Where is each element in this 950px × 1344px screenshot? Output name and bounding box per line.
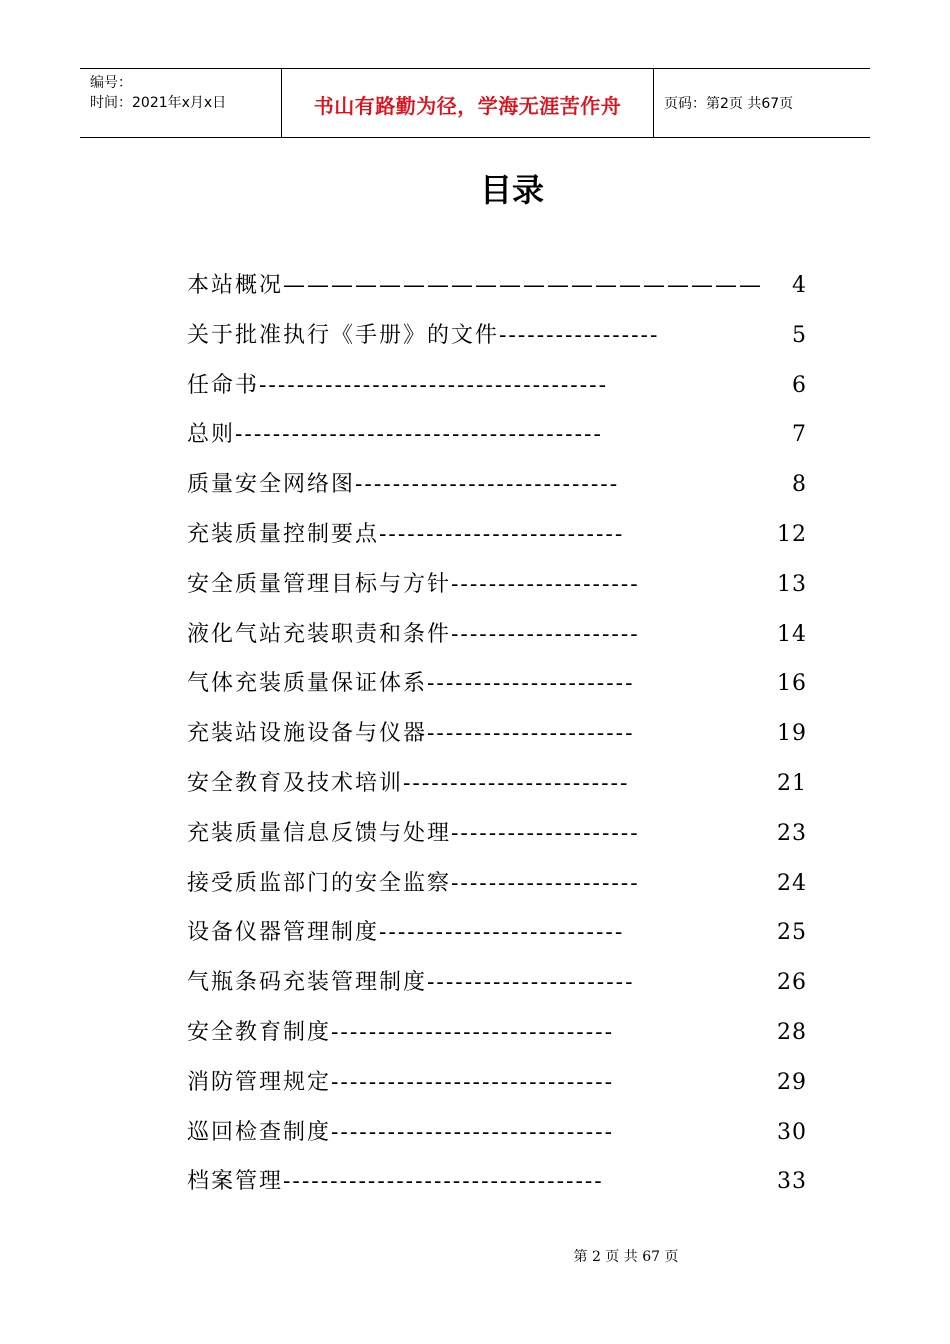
header-page-info: 页码：第2页 共67页 — [664, 96, 794, 112]
toc-row — [187, 415, 807, 465]
toc-entry-title: 本站概况———————————————————— — [187, 273, 764, 298]
toc-row — [187, 1063, 807, 1113]
page-footer: 第 2 页 共 67 页 — [573, 1249, 679, 1265]
toc-page-number: 24 — [777, 870, 807, 896]
toc-entry-title: 设备仪器管理制度-------------------------- — [187, 920, 625, 946]
toc-page-number: 4 — [792, 273, 807, 298]
toc-entry-title: 气瓶条码充装管理制度---------------------- — [187, 970, 635, 996]
toc-row — [187, 316, 807, 366]
toc-page-number: 33 — [777, 1169, 807, 1195]
toc-row — [187, 515, 807, 565]
page-header — [80, 68, 870, 138]
toc-entry-title: 充装质量信息反馈与处理-------------------- — [187, 820, 640, 846]
toc-row — [187, 1162, 807, 1212]
toc-entry-title: 接受质监部门的安全监察-------------------- — [187, 870, 640, 896]
page-title: 目录 — [479, 171, 544, 209]
table-of-contents — [187, 266, 807, 1212]
toc-page-number: 12 — [777, 521, 807, 547]
toc-page-number: 28 — [777, 1019, 807, 1045]
toc-row — [187, 864, 807, 914]
toc-entry-title: 消防管理规定------------------------------ — [187, 1069, 615, 1095]
document-date: 时间：2021年x月x日 — [90, 95, 227, 111]
toc-row — [187, 1113, 807, 1163]
toc-entry-title: 气体充装质量保证体系---------------------- — [187, 671, 635, 697]
toc-row — [187, 615, 807, 665]
toc-page-number: 5 — [792, 322, 807, 348]
toc-entry-title: 安全教育制度------------------------------ — [187, 1019, 615, 1045]
toc-row — [187, 963, 807, 1013]
toc-page-number: 25 — [777, 920, 807, 946]
toc-row — [187, 913, 807, 963]
toc-page-number: 29 — [777, 1069, 807, 1095]
toc-row — [187, 1013, 807, 1063]
toc-row — [187, 814, 807, 864]
toc-row — [187, 664, 807, 714]
toc-row — [187, 366, 807, 416]
toc-row — [187, 764, 807, 814]
toc-page-number: 23 — [777, 820, 807, 846]
toc-entry-title: 安全教育及技术培训------------------------ — [187, 770, 630, 796]
toc-entry-title: 安全质量管理目标与方针-------------------- — [187, 571, 640, 597]
toc-row — [187, 714, 807, 764]
toc-page-number: 7 — [792, 422, 807, 448]
toc-page-number: 6 — [792, 372, 807, 398]
toc-page-number: 13 — [777, 571, 807, 597]
toc-row — [187, 465, 807, 515]
toc-entry-title: 质量安全网络图---------------------------- — [187, 472, 620, 498]
toc-page-number: 30 — [777, 1119, 807, 1145]
toc-entry-title: 总则--------------------------------------- — [187, 422, 603, 448]
header-motto: 书山有路勤为径，学海无涯苦作舟 — [313, 94, 622, 118]
toc-entry-title: 充装质量控制要点-------------------------- — [187, 521, 625, 547]
toc-row — [187, 266, 807, 316]
toc-entry-title: 档案管理---------------------------------- — [187, 1169, 604, 1195]
toc-page-number: 26 — [777, 970, 807, 996]
toc-page-number: 16 — [777, 671, 807, 697]
header-meta — [80, 69, 282, 137]
toc-entry-title: 任命书------------------------------------- — [187, 372, 609, 398]
toc-entry-title: 液化气站充装职责和条件-------------------- — [187, 621, 640, 647]
toc-page-number: 19 — [777, 721, 807, 747]
toc-page-number: 21 — [777, 770, 807, 796]
document-number-label: 编号： — [90, 75, 132, 91]
toc-entry-title: 关于批准执行《手册》的文件----------------- — [187, 322, 660, 348]
toc-row — [187, 565, 807, 615]
header-page-cell — [654, 69, 870, 137]
toc-page-number: 14 — [777, 621, 807, 647]
toc-page-number: 8 — [792, 472, 807, 498]
toc-entry-title: 充装站设施设备与仪器---------------------- — [187, 721, 635, 747]
toc-entry-title: 巡回检查制度------------------------------ — [187, 1119, 615, 1145]
header-motto-cell — [282, 69, 654, 137]
